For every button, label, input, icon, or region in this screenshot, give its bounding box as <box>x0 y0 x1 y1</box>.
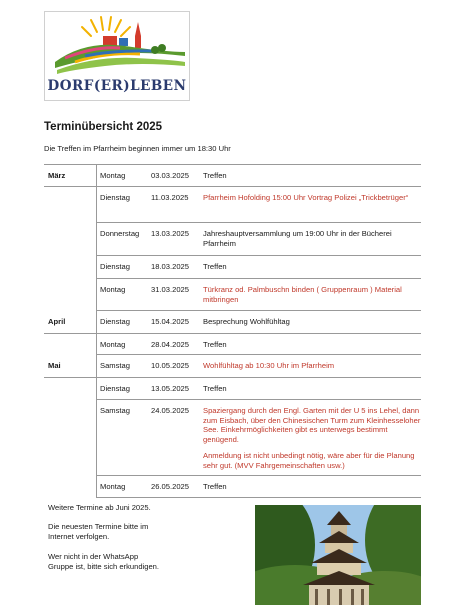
event-description: Besprechung Wohlfühltag <box>203 317 290 326</box>
date: 31.03.2025 <box>151 285 190 294</box>
weekday: Dienstag <box>100 262 130 271</box>
logo <box>44 11 190 101</box>
table-row <box>44 311 421 334</box>
date: 28.04.2025 <box>151 340 190 349</box>
more-dates-note: Weitere Termine ab Juni 2025. <box>48 503 151 512</box>
weekday: Dienstag <box>100 317 130 326</box>
date: 15.04.2025 <box>151 317 190 326</box>
event-description: Spaziergang durch den Engl. Garten mit der U 5 ins Lehel, dann zum Eisbach, über den Chinesischen Turm zum Kleinhesseloher See. Einkehrmöglichkeiten gibt es unterwegs bestimmt genügend. <box>203 406 421 444</box>
month-label: Mai <box>48 361 61 370</box>
table-row <box>96 187 421 223</box>
page-title: Terminübersicht 2025 <box>44 121 163 133</box>
event-description: Wohlfühltag ab 10:30 Uhr im Pfarrheim <box>203 361 335 370</box>
table-row <box>96 378 421 400</box>
schedule-table <box>44 164 421 498</box>
table-row <box>96 223 421 256</box>
whatsapp-note <box>48 552 159 572</box>
whatsapp-note-line: Gruppe ist, bitte sich erkundigen. <box>48 561 160 571</box>
weekday: Samstag <box>100 361 130 370</box>
weekday: Montag <box>100 340 126 349</box>
photo-icon <box>255 505 421 605</box>
logo-wordmark: DORF(ER)LEBEN <box>47 78 187 94</box>
intro-text: Die Treffen im Pfarrheim beginnen immer um 18:30 Uhr <box>44 144 231 153</box>
month-label: März <box>48 171 66 180</box>
whatsapp-note-line: Wer nicht in der WhatsApp <box>48 552 139 561</box>
weekday: Montag <box>100 285 126 294</box>
weekday: Samstag <box>100 406 130 415</box>
weekday: Donnerstag <box>100 229 140 238</box>
event-description: Treffen <box>203 171 227 180</box>
event-description: Pfarrheim Hofolding 15:00 Uhr Vortrag Polizei „Trickbetrüger“ <box>203 193 409 202</box>
date: 11.03.2025 <box>151 193 189 202</box>
chinese-tower-photo <box>255 505 421 605</box>
date: 26.05.2025 <box>151 482 190 491</box>
event-description: Treffen <box>203 384 227 393</box>
weekday: Dienstag <box>100 193 130 202</box>
table-row <box>44 165 421 187</box>
internet-note-line: Internet verfolgen. <box>48 531 110 541</box>
table-row <box>96 334 421 355</box>
internet-note <box>48 522 148 542</box>
date: 03.03.2025 <box>151 171 190 180</box>
table-row <box>44 355 421 378</box>
table-row <box>96 400 421 476</box>
date: 10.05.2025 <box>151 361 190 370</box>
date: 24.05.2025 <box>151 406 190 415</box>
weekday: Montag <box>100 482 126 491</box>
weekday: Montag <box>100 171 126 180</box>
date: 13.03.2025 <box>151 229 190 238</box>
date: 18.03.2025 <box>151 262 190 271</box>
weekday: Dienstag <box>100 384 130 393</box>
date: 13.05.2025 <box>151 384 190 393</box>
table-row <box>96 279 421 311</box>
internet-note-line: Die neuesten Termine bitte im <box>48 522 149 531</box>
month-label: April <box>48 317 66 326</box>
event-description: Treffen <box>203 482 227 491</box>
table-row <box>96 476 421 498</box>
event-description: Treffen <box>203 262 227 271</box>
event-description: Treffen <box>203 340 227 349</box>
event-note: Anmeldung ist nicht unbedingt nötig, wäre aber für die Planung sehr gut. (MVV Fahrgemeinschaften usw.) <box>203 451 415 470</box>
event-description: Türkranz od. Palmbuschn binden ( Gruppenraum ) Material mitbringen <box>203 285 402 304</box>
table-row <box>96 256 421 279</box>
event-description: Jahreshauptversammlung um 19:00 Uhr in der Bücherei Pfarrheim <box>203 229 392 248</box>
